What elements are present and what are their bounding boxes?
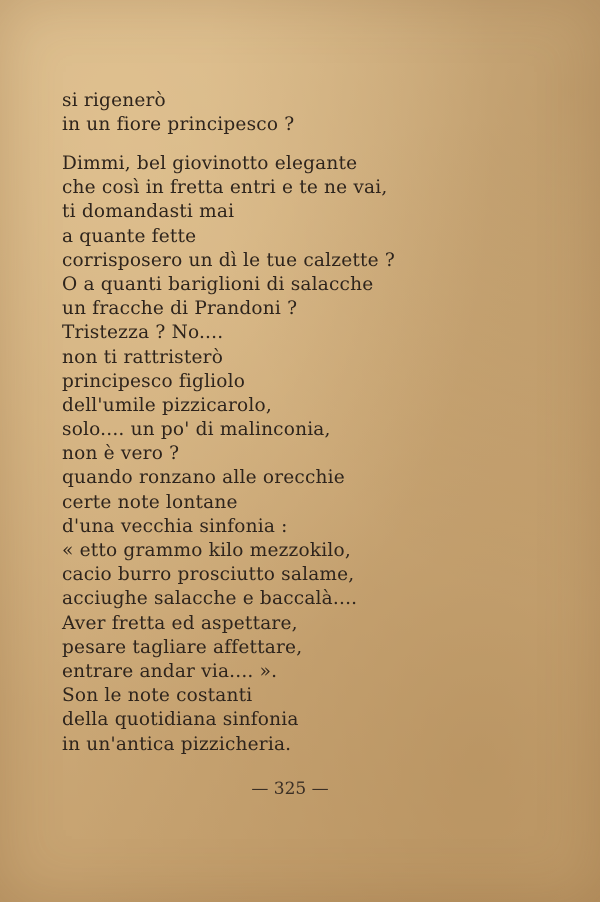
poem-line: a quante fette	[62, 225, 197, 247]
poem-line: Dimmi, bel giovinotto elegante	[62, 153, 358, 174]
poem-line: solo.... un po' di malinconia,	[62, 419, 331, 441]
poem-line: acciughe salacche e baccalà....	[62, 588, 358, 610]
poem-line: un fracche di Prandoni ?	[62, 298, 298, 320]
stanza-1	[62, 89, 294, 137]
poem-line: O a quanti bariglioni di salacche	[62, 273, 374, 295]
poem-line: Tristezza ? No....	[62, 322, 224, 344]
poem-line: certe note lontane	[62, 491, 238, 513]
poem-line: pesare tagliare affettare,	[62, 636, 303, 658]
stanza-2	[62, 152, 395, 757]
poem-line: si rigenerò	[62, 90, 166, 111]
poem-line: entrare andar via.... ».	[62, 660, 278, 682]
poem-line: d'una vecchia sinfonia :	[62, 515, 288, 537]
poem-line: che così in fretta entri e te ne vai,	[62, 177, 388, 199]
poem-line: ti domandasti mai	[62, 201, 235, 223]
poem-line: principesco figliolo	[62, 370, 246, 392]
poem-line: Aver fretta ed aspettare,	[62, 612, 298, 634]
poem-line: « etto grammo kilo mezzokilo,	[62, 540, 351, 561]
poem-line: Son le note costanti	[62, 685, 253, 707]
poem-line: dell'umile pizzicarolo,	[62, 394, 272, 416]
page-number: — 325 —	[251, 779, 329, 799]
poem-line: in un'antica pizzicheria.	[62, 733, 292, 755]
poem-line: corrisposero un dì le tue calzette ?	[62, 249, 395, 271]
poem-line: in un fiore principesco ?	[62, 114, 295, 136]
poem-line: quando ronzano alle orecchie	[62, 467, 345, 489]
poem-line: cacio burro prosciutto salame,	[62, 564, 355, 586]
poem-line: non ti rattristerò	[62, 346, 224, 368]
poem-line: della quotidiana sinfonia	[62, 709, 299, 731]
poem-line: non è vero ?	[62, 443, 180, 465]
